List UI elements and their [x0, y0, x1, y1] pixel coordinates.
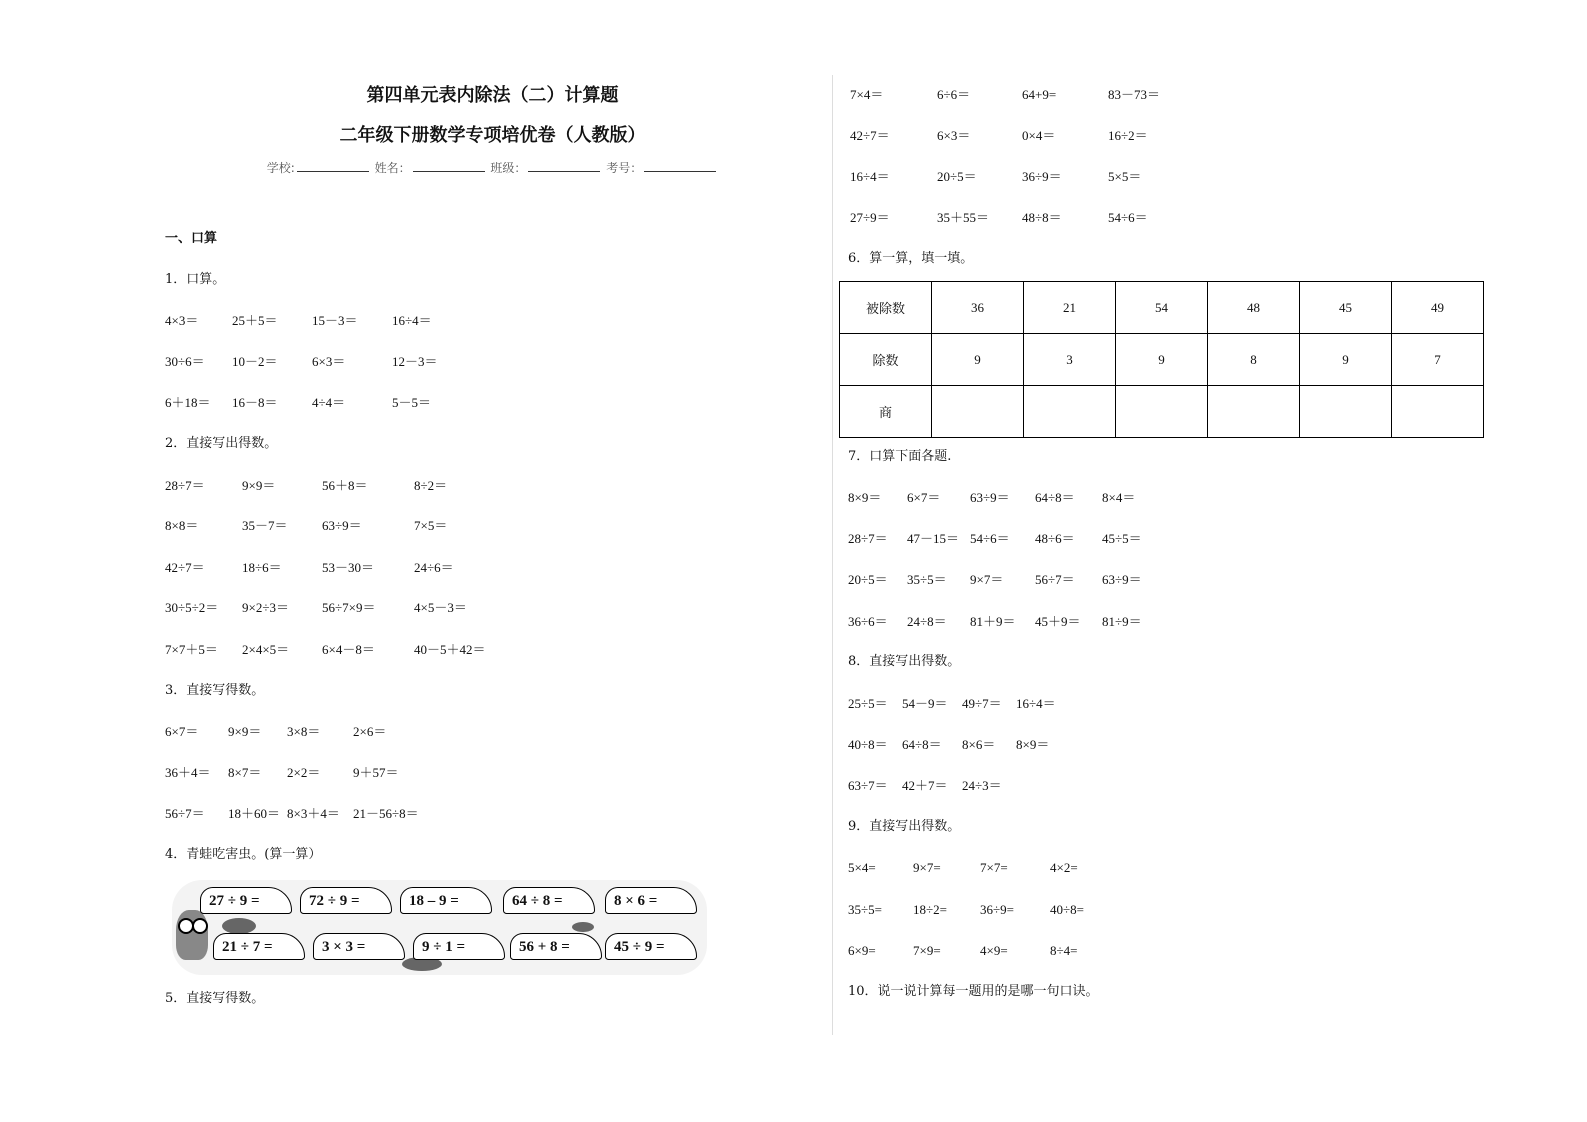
math-problem: 25÷5＝ [848, 696, 888, 711]
problem-row [165, 393, 472, 413]
math-problem: 6＋18＝ [165, 395, 211, 410]
pest-bubble-problem: 27 ÷ 9 = [200, 887, 292, 914]
math-problem: 56＋8＝ [322, 478, 368, 493]
quotient-header: 商 [840, 386, 932, 438]
math-problem: 5×5＝ [1108, 169, 1142, 184]
quotient-answer-cell[interactable] [1024, 386, 1116, 438]
math-problem: 63÷9＝ [322, 518, 362, 533]
math-problem: 48÷8＝ [1022, 210, 1062, 225]
math-problem: 56÷7×9＝ [322, 600, 376, 615]
math-problem: 9×2÷3＝ [242, 600, 289, 615]
math-problem: 18÷2= [913, 902, 947, 917]
math-problem: 6÷6＝ [937, 87, 971, 102]
frog-icon [176, 910, 208, 960]
math-problem: 24÷6＝ [414, 560, 454, 575]
pest-bubble-problem: 9 ÷ 1 = [413, 933, 505, 960]
quotient-answer-cell[interactable] [1392, 386, 1484, 438]
math-problem: 40÷8= [1050, 902, 1084, 917]
math-problem: 8×8＝ [165, 518, 199, 533]
problem-row [165, 598, 504, 618]
math-problem: 16÷4＝ [850, 169, 890, 184]
math-problem: 64+9= [1022, 87, 1057, 102]
divisor-cell: 9 [932, 334, 1024, 386]
dividend-cell: 21 [1024, 282, 1116, 334]
dividend-header: 被除数 [840, 282, 932, 334]
page-title: 第四单元表内除法（二）计算题 [366, 85, 619, 106]
question-6-label: 6．算一算，填一填。 [848, 251, 974, 266]
math-problem: 35－7＝ [242, 518, 288, 533]
frog-eats-pests-illustration [172, 880, 707, 975]
math-problem: 8×3＋4＝ [287, 806, 340, 821]
math-problem: 56÷7＝ [165, 806, 205, 821]
question-9-label: 9．直接写出得数。 [848, 819, 961, 834]
math-problem: 18＋60＝ [228, 806, 281, 821]
column-divider [832, 75, 833, 1035]
quotient-row [840, 386, 1484, 438]
problem-row [848, 570, 1172, 590]
math-problem: 9×9＝ [228, 724, 262, 739]
question-3-label: 3．直接写得数。 [165, 683, 265, 698]
math-problem: 36÷9＝ [1022, 169, 1062, 184]
math-problem: 28÷7＝ [165, 478, 205, 493]
math-problem: 24÷8＝ [907, 614, 947, 629]
math-problem: 10－2＝ [232, 354, 278, 369]
math-problem: 9×7＝ [970, 572, 1004, 587]
math-problem: 64÷8＝ [902, 737, 942, 752]
question-7-label: 7．口算下面各题. [848, 449, 952, 464]
math-problem: 6×3＝ [312, 354, 346, 369]
problem-row [165, 311, 472, 331]
pest-bubble-problem: 64 ÷ 8 = [503, 887, 595, 914]
id-blank[interactable] [644, 159, 716, 172]
math-problem: 16÷4＝ [392, 313, 432, 328]
problem-row [848, 941, 1120, 961]
math-problem: 8÷4= [1050, 943, 1078, 958]
math-problem: 8×6＝ [962, 737, 996, 752]
section-heading: 一、口算 [165, 231, 218, 246]
math-problem: 30÷5÷2＝ [165, 600, 219, 615]
math-problem: 45＋9＝ [1035, 614, 1081, 629]
math-problem: 5×4= [848, 860, 876, 875]
math-problem: 21－56÷8＝ [353, 806, 419, 821]
problem-row [165, 763, 433, 783]
dividend-cell: 45 [1300, 282, 1392, 334]
math-problem: 42＋7＝ [902, 778, 948, 793]
school-blank[interactable] [297, 159, 369, 172]
math-problem: 16÷4＝ [1016, 696, 1056, 711]
pest-bubble-problem: 56 + 8 = [510, 933, 602, 960]
math-problem: 9＋57＝ [353, 765, 399, 780]
math-problem: 18÷6＝ [242, 560, 282, 575]
math-problem: 2×2＝ [287, 765, 321, 780]
math-problem: 48÷6＝ [1035, 531, 1075, 546]
problem-row [165, 722, 433, 742]
problem-row [848, 900, 1120, 920]
problem-row [850, 208, 1194, 228]
math-problem: 7×9= [913, 943, 941, 958]
dividend-cell: 48 [1208, 282, 1300, 334]
divisor-cell: 8 [1208, 334, 1300, 386]
math-problem: 9×9＝ [242, 478, 276, 493]
pest-bubble-problem: 45 ÷ 9 = [605, 933, 697, 960]
problem-row [848, 858, 1120, 878]
rock-icon [572, 922, 594, 932]
problem-row [165, 640, 504, 660]
math-problem: 12－3＝ [392, 354, 438, 369]
class-blank[interactable] [528, 159, 600, 172]
math-problem: 7×7= [980, 860, 1008, 875]
problem-row [850, 126, 1194, 146]
quotient-answer-cell[interactable] [1208, 386, 1300, 438]
math-problem: 63÷7＝ [848, 778, 888, 793]
dividend-row [840, 282, 1484, 334]
rock-icon [222, 918, 256, 934]
name-blank[interactable] [413, 159, 485, 172]
problem-row [848, 776, 1016, 796]
field-id-label: 考号： [606, 161, 643, 175]
math-problem: 4×3＝ [165, 313, 199, 328]
math-problem: 81÷9＝ [1102, 614, 1142, 629]
problem-row [165, 352, 472, 372]
math-problem: 3×8＝ [287, 724, 321, 739]
math-problem: 8×4＝ [1102, 490, 1136, 505]
math-problem: 4÷4＝ [312, 395, 346, 410]
problem-row [165, 516, 504, 536]
problem-row [165, 804, 433, 824]
math-problem: 56÷7＝ [1035, 572, 1075, 587]
math-problem: 30÷6＝ [165, 354, 205, 369]
math-problem: 83－73＝ [1108, 87, 1161, 102]
math-problem: 35÷5= [848, 902, 882, 917]
math-problem: 54÷6＝ [970, 531, 1010, 546]
math-problem: 54－9＝ [902, 696, 948, 711]
field-class-label: 班级： [490, 161, 527, 175]
divisor-cell: 9 [1116, 334, 1208, 386]
problem-row [848, 529, 1172, 549]
math-problem: 40÷8＝ [848, 737, 888, 752]
problem-row [848, 612, 1172, 632]
math-problem: 8×9＝ [1016, 737, 1050, 752]
divisor-cell: 9 [1300, 334, 1392, 386]
pest-bubble-problem: 18 – 9 = [400, 887, 492, 914]
math-problem: 81＋9＝ [970, 614, 1016, 629]
divisor-header: 除数 [840, 334, 932, 386]
math-problem: 4×2= [1050, 860, 1078, 875]
frog-eye-icon [192, 918, 208, 934]
math-problem: 16÷2＝ [1108, 128, 1148, 143]
math-problem: 0×4＝ [1022, 128, 1056, 143]
math-problem: 8×9＝ [848, 490, 882, 505]
question-1-label: 1．口算。 [165, 272, 226, 287]
pest-bubble-problem: 3 × 3 = [313, 933, 405, 960]
math-problem: 6×9= [848, 943, 876, 958]
math-problem: 20÷5＝ [848, 572, 888, 587]
dividend-cell: 54 [1116, 282, 1208, 334]
divisor-cell: 7 [1392, 334, 1484, 386]
math-problem: 35＋55＝ [937, 210, 990, 225]
quotient-answer-cell[interactable] [932, 386, 1024, 438]
pest-bubble-problem: 8 × 6 = [605, 887, 697, 914]
math-problem: 2×4×5＝ [242, 642, 290, 657]
math-problem: 49÷7＝ [962, 696, 1002, 711]
math-problem: 63÷9＝ [1102, 572, 1142, 587]
student-info-line [0, 158, 985, 178]
math-problem: 4×9= [980, 943, 1008, 958]
math-problem: 27÷9＝ [850, 210, 890, 225]
dividend-cell: 49 [1392, 282, 1484, 334]
math-problem: 16－8＝ [232, 395, 278, 410]
math-problem: 45÷5＝ [1102, 531, 1142, 546]
problem-row [848, 735, 1076, 755]
math-problem: 7×4＝ [850, 87, 884, 102]
quotient-answer-cell[interactable] [1300, 386, 1392, 438]
math-problem: 8×7＝ [228, 765, 262, 780]
math-problem: 9×7= [913, 860, 941, 875]
math-problem: 20÷5＝ [937, 169, 977, 184]
math-problem: 25＋5＝ [232, 313, 278, 328]
problem-row [850, 167, 1194, 187]
math-problem: 54÷6＝ [1108, 210, 1148, 225]
math-problem: 40－5＋42＝ [414, 642, 486, 657]
math-problem: 42÷7＝ [850, 128, 890, 143]
problem-row [850, 85, 1194, 105]
math-problem: 6×7＝ [907, 490, 941, 505]
question-4-label: 4．青蛙吃害虫。(算一算） [165, 847, 322, 862]
math-problem: 24÷3＝ [962, 778, 1002, 793]
question-8-label: 8．直接写出得数。 [848, 654, 961, 669]
question-2-label: 2．直接写出得数。 [165, 436, 278, 451]
math-problem: 5－5＝ [392, 395, 432, 410]
math-problem: 28÷7＝ [848, 531, 888, 546]
question-10-label: 10．说一说计算每一题用的是哪一句口诀。 [848, 984, 1099, 999]
pest-bubble-problem: 72 ÷ 9 = [300, 887, 392, 914]
math-problem: 47－15＝ [907, 531, 960, 546]
dividend-cell: 36 [932, 282, 1024, 334]
math-problem: 6×7＝ [165, 724, 199, 739]
math-problem: 64÷8＝ [1035, 490, 1075, 505]
math-problem: 6×3＝ [937, 128, 971, 143]
divisor-cell: 3 [1024, 334, 1116, 386]
math-problem: 35÷5＝ [907, 572, 947, 587]
math-problem: 7×7＋5＝ [165, 642, 218, 657]
field-school-label: 学校: [266, 161, 295, 175]
math-problem: 36÷6＝ [848, 614, 888, 629]
math-problem: 36＋4＝ [165, 765, 211, 780]
problem-row [848, 488, 1172, 508]
divisor-row [840, 334, 1484, 386]
page-subtitle: 二年级下册数学专项培优卷（人教版） [339, 125, 646, 146]
pest-bubble-problem: 21 ÷ 7 = [213, 933, 305, 960]
problem-row [165, 476, 504, 496]
math-problem: 53－30＝ [322, 560, 375, 575]
math-problem: 2×6＝ [353, 724, 387, 739]
math-problem: 15－3＝ [312, 313, 358, 328]
math-problem: 7×5＝ [414, 518, 448, 533]
problem-row [848, 694, 1076, 714]
math-problem: 6×4－8＝ [322, 642, 375, 657]
field-name-label: 姓名： [374, 161, 411, 175]
math-problem: 8÷2＝ [414, 478, 448, 493]
math-problem: 4×5－3＝ [414, 600, 467, 615]
problem-row [165, 558, 504, 578]
math-problem: 42÷7＝ [165, 560, 205, 575]
division-table [839, 281, 1484, 438]
question-5-label: 5．直接写得数。 [165, 991, 265, 1006]
math-problem: 36÷9= [980, 902, 1014, 917]
quotient-answer-cell[interactable] [1116, 386, 1208, 438]
math-problem: 63÷9＝ [970, 490, 1010, 505]
